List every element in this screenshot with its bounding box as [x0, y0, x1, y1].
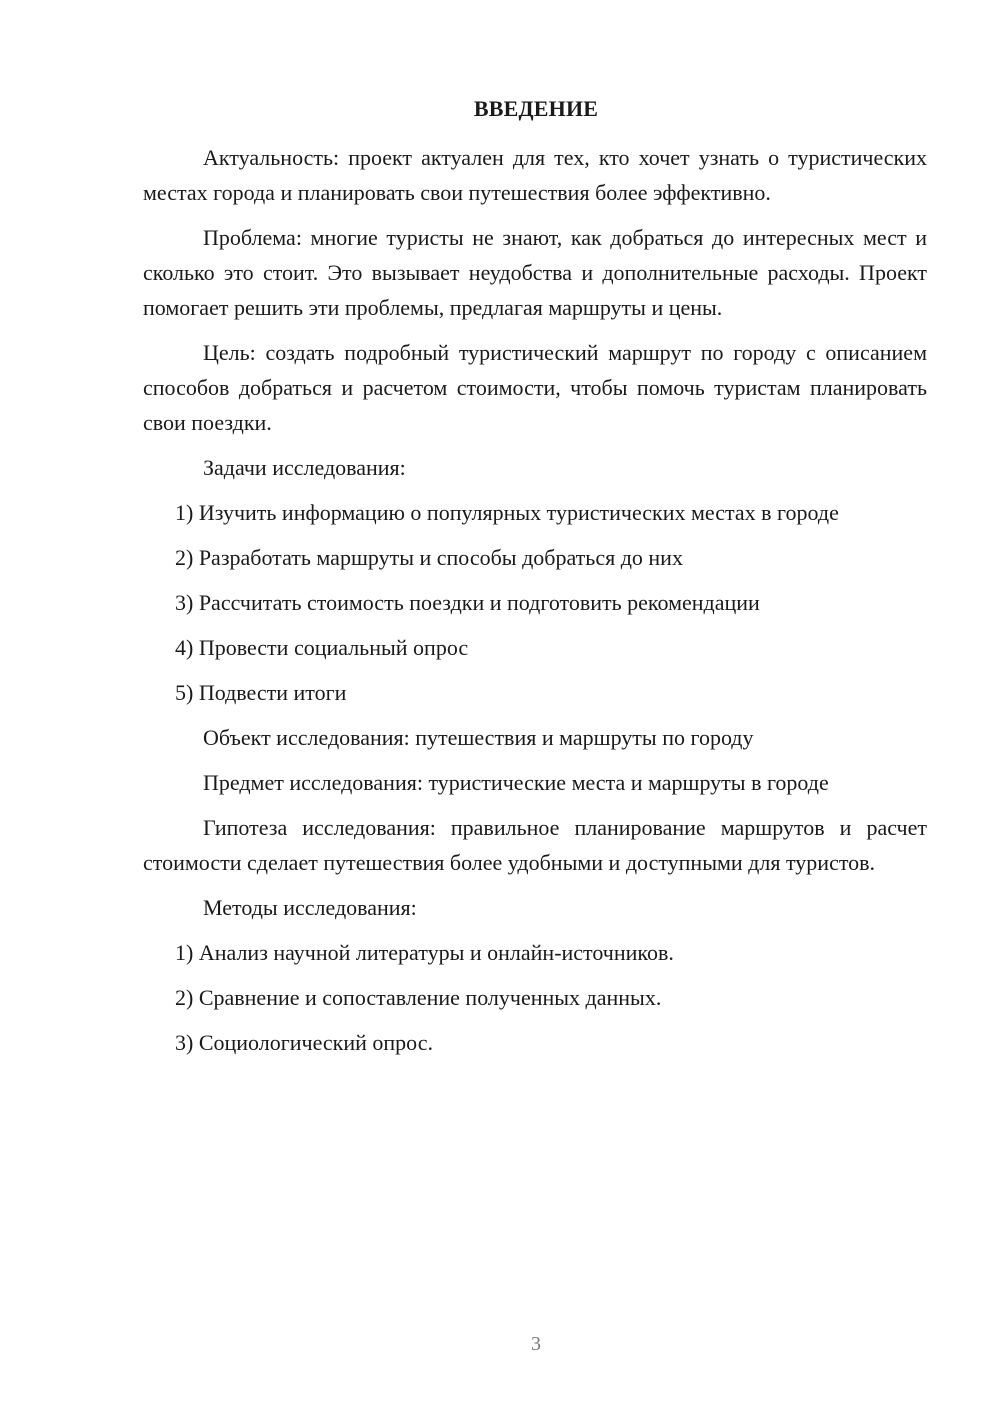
page-title: ВВЕДЕНИЕ [473, 96, 599, 121]
research-object: Объект исследования: путешествия и маршруты по городу [203, 725, 754, 750]
methods-heading: Методы исследования: [203, 895, 417, 920]
problem-paragraph: Проблема: многие туристы не знают, как добраться до интересных мест и сколько это стоит. Это вызывает неудобства и дополнительные расходы. Проект помогает решить эти проблемы, предлагая маршруты и цены. [143, 225, 927, 320]
task-item: 5) Подвести итоги [175, 680, 347, 705]
task-item: 1) Изучить информацию о популярных туристических местах в городе [175, 500, 839, 525]
document-body [143, 140, 927, 1070]
method-item: 3) Социологический опрос. [175, 1030, 433, 1055]
methods-list [143, 935, 927, 1060]
goal-paragraph: Цель: создать подробный туристический маршрут по городу с описанием способов добраться и расчетом стоимости, чтобы помочь туристам планировать свои поездки. [143, 340, 927, 435]
task-item: 3) Рассчитать стоимость поездки и подготовить рекомендации [175, 590, 760, 615]
research-subject: Предмет исследования: туристические места и маршруты в городе [203, 770, 829, 795]
tasks-heading: Задачи исследования: [203, 455, 406, 480]
method-item: 2) Сравнение и сопоставление полученных данных. [175, 985, 662, 1010]
relevance-paragraph: Актуальность: проект актуален для тех, кто хочет узнать о туристических местах города и планировать свои путешествия более эффективно. [143, 145, 927, 205]
method-item: 1) Анализ научной литературы и онлайн-источников. [175, 940, 674, 965]
hypothesis-paragraph: Гипотеза исследования: правильное планирование маршрутов и расчет стоимости сделает путешествия более удобными и доступными для туристов. [143, 815, 927, 875]
page-number: 3 [531, 1333, 541, 1355]
task-item: 2) Разработать маршруты и способы добраться до них [175, 545, 683, 570]
tasks-list [143, 495, 927, 710]
task-item: 4) Провести социальный опрос [175, 635, 469, 660]
